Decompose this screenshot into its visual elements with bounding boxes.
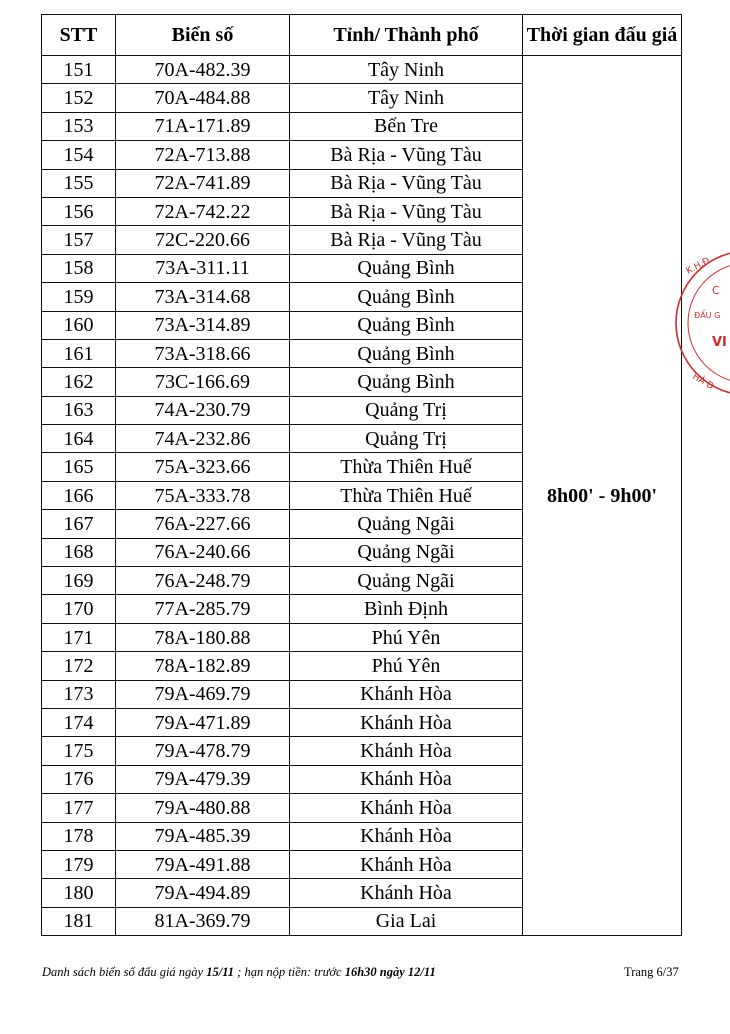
header-plate-number: Biển số (116, 15, 290, 56)
row-province: Tây Ninh (290, 84, 523, 112)
row-province: Quảng Bình (290, 283, 523, 311)
row-plate-number: 70A-482.39 (116, 56, 290, 84)
row-stt: 175 (42, 737, 116, 765)
row-stt: 177 (42, 794, 116, 822)
row-plate-number: 73A-314.89 (116, 311, 290, 339)
row-plate-number: 71A-171.89 (116, 112, 290, 140)
auction-time-slot: 8h00' - 9h00' (523, 56, 682, 936)
row-plate-number: 79A-480.88 (116, 794, 290, 822)
row-province: Bến Tre (290, 112, 523, 140)
row-stt: 159 (42, 283, 116, 311)
row-stt: 152 (42, 84, 116, 112)
row-stt: 171 (42, 623, 116, 651)
footer-note (42, 965, 436, 980)
row-plate-number: 79A-479.39 (116, 765, 290, 793)
row-stt: 180 (42, 879, 116, 907)
page-number: Trang 6/37 (624, 965, 679, 979)
row-province: Khánh Hòa (290, 850, 523, 878)
svg-text:ĐẤU G: ĐẤU G (694, 311, 721, 320)
row-stt: 179 (42, 850, 116, 878)
row-plate-number: 72C-220.66 (116, 226, 290, 254)
row-province: Khánh Hòa (290, 680, 523, 708)
row-stt: 170 (42, 595, 116, 623)
svg-text:VI: VI (712, 335, 727, 350)
row-province: Khánh Hòa (290, 737, 523, 765)
row-stt: 168 (42, 538, 116, 566)
row-plate-number: 72A-713.88 (116, 141, 290, 169)
row-stt: 166 (42, 481, 116, 509)
row-province: Thừa Thiên Huế (290, 453, 523, 481)
header-stt: STT (42, 15, 116, 56)
row-province: Quảng Bình (290, 311, 523, 339)
footer-note-middle: ; hạn nộp tiền: trước (234, 965, 345, 979)
row-plate-number: 73C-166.69 (116, 368, 290, 396)
row-plate-number: 75A-323.66 (116, 453, 290, 481)
row-stt: 157 (42, 226, 116, 254)
row-plate-number: 78A-182.89 (116, 652, 290, 680)
row-plate-number: 74A-232.86 (116, 425, 290, 453)
row-stt: 169 (42, 567, 116, 595)
row-plate-number: 76A-240.66 (116, 538, 290, 566)
row-stt: 172 (42, 652, 116, 680)
row-plate-number: 78A-180.88 (116, 623, 290, 651)
row-stt: 178 (42, 822, 116, 850)
table-header-row (42, 15, 682, 56)
row-plate-number: 73A-318.66 (116, 339, 290, 367)
row-stt: 155 (42, 169, 116, 197)
row-plate-number: 73A-314.68 (116, 283, 290, 311)
row-stt: 181 (42, 907, 116, 935)
row-province: Bà Rịa - Vũng Tàu (290, 141, 523, 169)
row-province: Khánh Hòa (290, 708, 523, 736)
row-plate-number: 79A-469.79 (116, 680, 290, 708)
row-stt: 153 (42, 112, 116, 140)
row-plate-number: 76A-248.79 (116, 567, 290, 595)
row-province: Khánh Hòa (290, 765, 523, 793)
row-province: Khánh Hòa (290, 822, 523, 850)
row-province: Khánh Hòa (290, 879, 523, 907)
svg-text:K.H.Đ: K.H.Đ (684, 255, 712, 277)
row-province: Phú Yên (290, 623, 523, 651)
row-stt: 151 (42, 56, 116, 84)
row-province: Quảng Bình (290, 339, 523, 367)
header-province: Tỉnh/ Thành phố (290, 15, 523, 56)
row-province: Quảng Ngãi (290, 538, 523, 566)
row-stt: 162 (42, 368, 116, 396)
row-plate-number: 70A-484.88 (116, 84, 290, 112)
row-province: Gia Lai (290, 907, 523, 935)
footer-deadline: 16h30 ngày 12/11 (344, 965, 436, 979)
row-plate-number: 72A-741.89 (116, 169, 290, 197)
table-body (42, 56, 682, 936)
row-plate-number: 73A-311.11 (116, 254, 290, 282)
row-plate-number: 79A-491.88 (116, 850, 290, 878)
row-province: Khánh Hòa (290, 794, 523, 822)
row-plate-number: 79A-494.89 (116, 879, 290, 907)
svg-text:HÀ Đ: HÀ Đ (690, 371, 716, 392)
row-stt: 164 (42, 425, 116, 453)
row-stt: 163 (42, 396, 116, 424)
row-stt: 154 (42, 141, 116, 169)
row-stt: 167 (42, 510, 116, 538)
row-stt: 158 (42, 254, 116, 282)
header-auction-time: Thời gian đấu giá (523, 15, 682, 56)
row-plate-number: 75A-333.78 (116, 481, 290, 509)
row-stt: 174 (42, 708, 116, 736)
row-plate-number: 76A-227.66 (116, 510, 290, 538)
row-plate-number: 77A-285.79 (116, 595, 290, 623)
row-plate-number: 79A-485.39 (116, 822, 290, 850)
row-stt: 165 (42, 453, 116, 481)
row-province: Phú Yên (290, 652, 523, 680)
row-province: Quảng Trị (290, 425, 523, 453)
svg-text:C: C (712, 284, 720, 297)
row-province: Quảng Bình (290, 368, 523, 396)
row-province: Tây Ninh (290, 56, 523, 84)
row-province: Quảng Ngãi (290, 510, 523, 538)
row-plate-number: 81A-369.79 (116, 907, 290, 935)
row-plate-number: 74A-230.79 (116, 396, 290, 424)
license-plate-table (41, 14, 682, 936)
row-province: Bà Rịa - Vũng Tàu (290, 197, 523, 225)
row-province: Thừa Thiên Huế (290, 481, 523, 509)
row-province: Bà Rịa - Vũng Tàu (290, 226, 523, 254)
table-row (42, 56, 682, 84)
red-seal-stamp (672, 238, 730, 408)
seal-icon (672, 238, 730, 408)
row-province: Quảng Trị (290, 396, 523, 424)
row-province: Quảng Ngãi (290, 567, 523, 595)
footer-auction-date: 15/11 (206, 965, 235, 979)
footer-note-prefix: Danh sách biển số đấu giá ngày (42, 965, 207, 979)
row-plate-number: 72A-742.22 (116, 197, 290, 225)
row-plate-number: 79A-478.79 (116, 737, 290, 765)
row-province: Bà Rịa - Vũng Tàu (290, 169, 523, 197)
row-stt: 176 (42, 765, 116, 793)
row-province: Bình Định (290, 595, 523, 623)
row-stt: 173 (42, 680, 116, 708)
row-province: Quảng Bình (290, 254, 523, 282)
row-plate-number: 79A-471.89 (116, 708, 290, 736)
row-stt: 160 (42, 311, 116, 339)
row-stt: 156 (42, 197, 116, 225)
row-stt: 161 (42, 339, 116, 367)
